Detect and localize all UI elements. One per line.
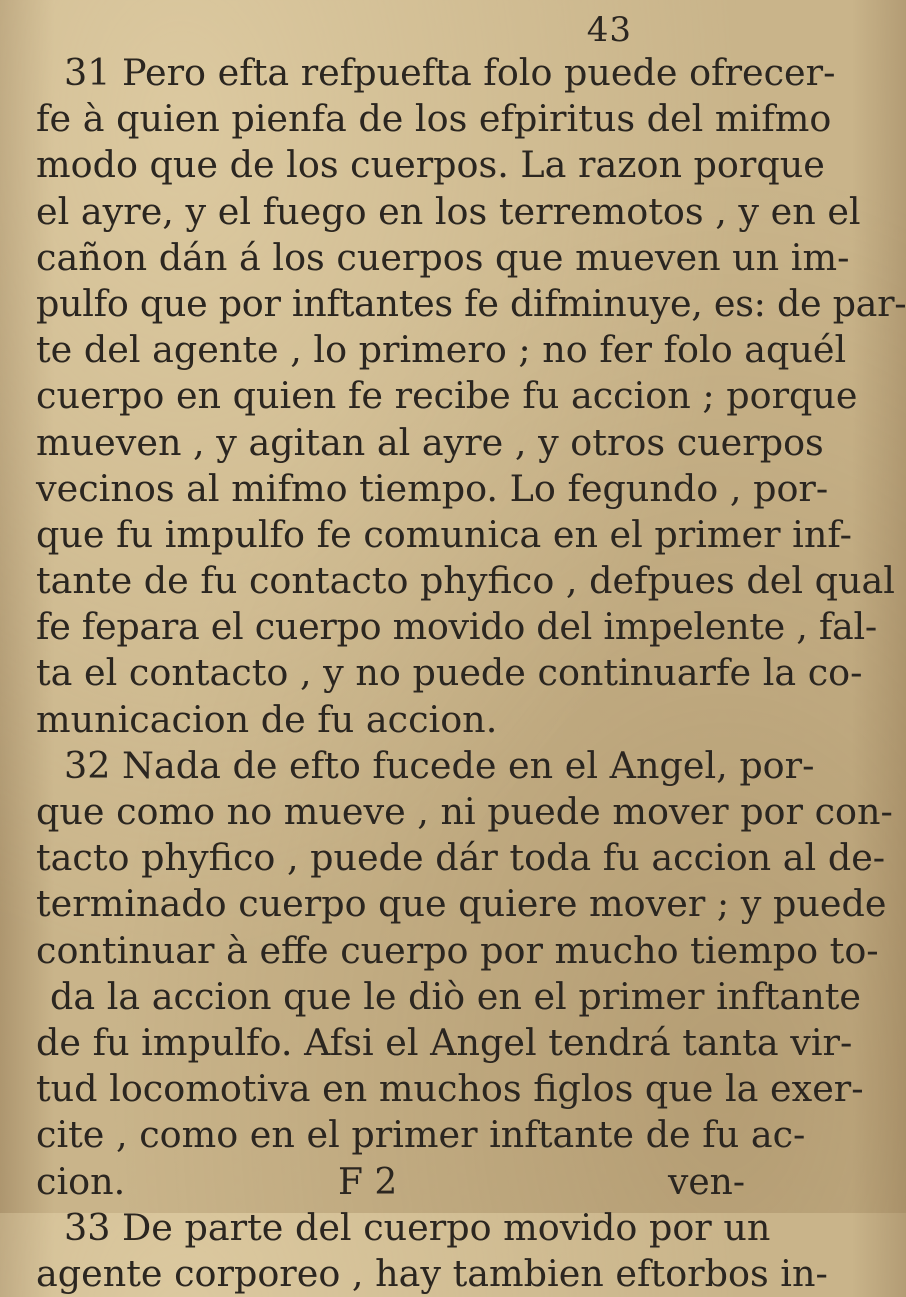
body-text xyxy=(36,50,906,1297)
text-line: que como no mueve , ni puede mover por con- xyxy=(36,790,893,833)
text-line: 32 Nada de efto fucede en el Angel, por- xyxy=(64,743,815,787)
page-footer xyxy=(0,1160,800,1206)
text-line: pulfo que por inftantes fe difminuye, es: de par- xyxy=(36,281,906,325)
text-line: continuar à effe cuerpo por mucho tiempo to- xyxy=(36,928,879,972)
text-line: te del agente , lo primero ; no fer folo aquél xyxy=(36,328,847,372)
text-line: cañon dán á los cuerpos que mueven un im- xyxy=(36,235,850,279)
text-line: fe à quien pienfa de los efpiritus del mifmo xyxy=(36,97,832,141)
catchword: ven- xyxy=(668,1162,745,1203)
text-line: tud locomotiva en muchos figlos que la exer- xyxy=(36,1067,864,1111)
text-line: que fu impulfo fe comunica en el primer inf- xyxy=(36,512,852,556)
text-line: 31 Pero efta refpuefta folo puede ofrecer- xyxy=(64,51,836,94)
text-line: fe fepara el cuerpo movido del impelente , fal- xyxy=(36,605,877,649)
text-line: cuerpo en quien fe recibe fu accion ; porque xyxy=(36,374,858,418)
text-line: modo que de los cuerpos. La razon porque xyxy=(36,143,825,187)
text-line: cion. xyxy=(36,1159,126,1203)
text-line: cite , como en el primer inftante de fu ac- xyxy=(36,1113,806,1157)
text-line: el ayre, y el fuego en los terremotos , y en el xyxy=(36,189,861,233)
text-line: tacto phyfico , puede dár toda fu accion al de- xyxy=(36,836,886,880)
text-line: terminado cuerpo que quiere mover ; y puede xyxy=(36,882,887,926)
page-number: 43 xyxy=(586,10,632,50)
signature-mark: F 2 xyxy=(338,1162,398,1203)
text-line: tante de fu contacto phyfico , defpues del qual xyxy=(36,559,895,603)
text-line: mueven , y agitan al ayre , y otros cuerpos xyxy=(36,420,824,464)
text-line: municacion de fu accion. xyxy=(36,697,498,741)
text-line: 33 De parte del cuerpo movido por un xyxy=(64,1205,771,1249)
text-line: vecinos al mifmo tiempo. Lo fegundo , por- xyxy=(36,466,829,510)
text-line: da la accion que le diò en el primer inftante xyxy=(50,974,861,1018)
text-line: de fu impulfo. Afsi el Angel tendrá tanta vir- xyxy=(36,1020,853,1064)
text-line: agente corporeo , hay tambien eftorbos in- xyxy=(36,1251,828,1295)
text-line: ta el contacto , y no puede continuarfe la co- xyxy=(36,651,863,695)
